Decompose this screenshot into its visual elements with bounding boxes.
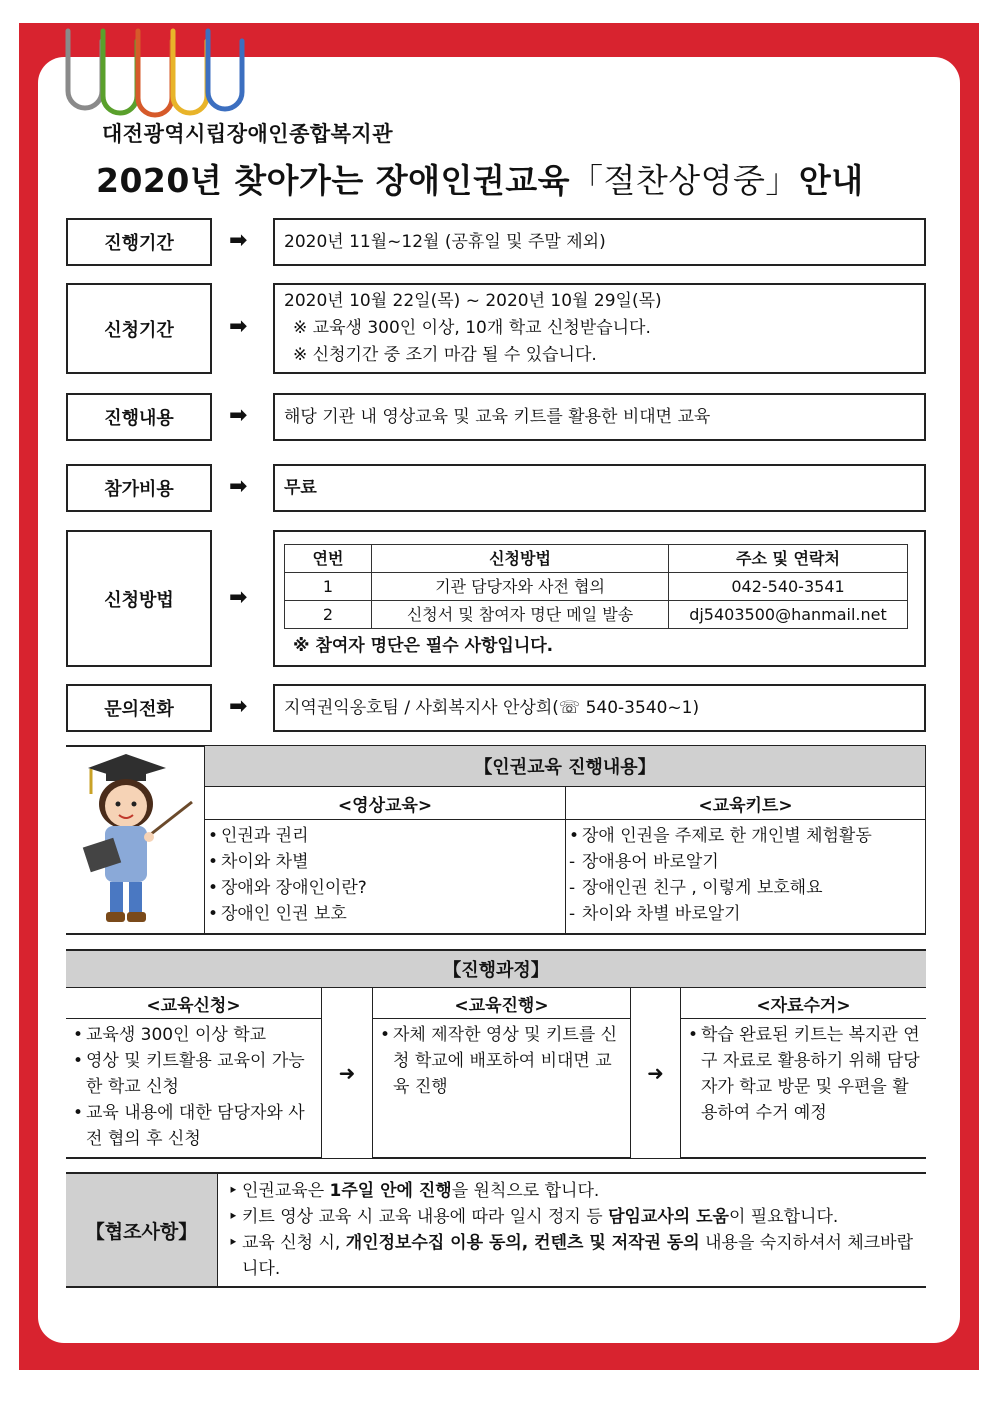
step-body bbox=[373, 1019, 631, 1159]
kit-edu-list bbox=[566, 823, 925, 927]
list-item: • 학습 완료된 키트는 복지관 연구 자료로 활용하기 위해 담당자가 학교 방문 및 우편을 활용하여 수거 예정 bbox=[685, 1022, 922, 1126]
list-item: ‣ 교육 신청 시, 개인정보수집 이용 동의, 컨텐츠 및 저작권 동의 내용을 숙지하셔서 체크바랍니다. bbox=[226, 1230, 918, 1282]
table-row bbox=[285, 601, 908, 629]
list-item: - 차이와 차별 바로알기 bbox=[566, 901, 925, 927]
table-row bbox=[285, 573, 908, 601]
list-item: • 장애와 장애인이란? bbox=[205, 875, 565, 901]
title-suffix: 안내 bbox=[798, 161, 864, 200]
list-item: • 교육 내용에 대한 담당자와 사전 협의 후 신청 bbox=[70, 1100, 317, 1152]
teacher-illustration-icon bbox=[76, 754, 198, 926]
video-edu-list bbox=[205, 823, 565, 927]
coop-body bbox=[218, 1173, 927, 1287]
list-item: - 장애인권 친구 , 이렇게 보호해요 bbox=[566, 875, 925, 901]
method-label: 신청방법 bbox=[66, 530, 212, 667]
organization-name: 대전광역시립장애인종합복지관 bbox=[102, 122, 394, 146]
arrow-icon: ➡ bbox=[229, 228, 248, 253]
table-cell: 기관 담당자와 사전 협의 bbox=[372, 573, 669, 601]
paperclips-icon bbox=[58, 26, 248, 126]
bullet-marker: ‣ bbox=[228, 1181, 239, 1201]
step-list bbox=[377, 1022, 626, 1100]
arrow-icon: ➜ bbox=[322, 988, 373, 1159]
list-item: • 장애인 인권 보호 bbox=[205, 901, 565, 927]
content-value bbox=[273, 393, 926, 441]
list-item: • 영상 및 키트활용 교육이 가능한 학교 신청 bbox=[70, 1048, 317, 1100]
fee-value bbox=[273, 464, 926, 512]
contact-text: 지역권익옹호팀 / 사회복지사 안상희(☏ 540-3540~1) bbox=[284, 697, 700, 718]
table-cell: 신청서 및 참여자 명단 메일 발송 bbox=[372, 601, 669, 629]
col-header: 신청방법 bbox=[372, 545, 669, 573]
period-value bbox=[273, 218, 926, 266]
table-cell: 2 bbox=[285, 601, 372, 629]
video-edu-title: <영상교육> bbox=[205, 787, 566, 820]
video-edu-list-cell bbox=[205, 820, 566, 934]
edu-title: 【인권교육 진행내용】 bbox=[205, 746, 926, 787]
apply-period-note-2: ※ 신청기간 중 조기 마감 될 수 있습니다. bbox=[293, 345, 597, 365]
bullet-marker: ‣ bbox=[228, 1233, 239, 1253]
arrow-icon: ➡ bbox=[229, 403, 248, 428]
arrow-icon: ➡ bbox=[229, 314, 248, 339]
apply-period-value bbox=[273, 283, 926, 374]
contact-label: 문의전화 bbox=[66, 684, 212, 732]
list-item: • 차이와 차별 bbox=[205, 849, 565, 875]
list-item: ‣ 인권교육은 1주일 안에 진행을 원칙으로 합니다. bbox=[226, 1178, 918, 1204]
arrow-icon: ➡ bbox=[229, 694, 248, 719]
step-title: <자료수거> bbox=[681, 988, 927, 1019]
coop-list bbox=[226, 1178, 918, 1282]
list-item: ‣ 키트 영상 교육 시 교육 내용에 따라 일시 정지 등 담임교사의 도움이 필요합니다. bbox=[226, 1204, 918, 1230]
coop-label: 【협조사항】 bbox=[66, 1173, 218, 1287]
apply-method-table bbox=[284, 544, 908, 629]
apply-period-note-1: ※ 교육생 300인 이상, 10개 학교 신청받습니다. bbox=[293, 318, 651, 338]
step-title: <교육신청> bbox=[66, 988, 322, 1019]
coop-table bbox=[66, 1172, 926, 1288]
method-value bbox=[273, 530, 926, 667]
kit-edu-list-cell bbox=[566, 820, 926, 934]
step-body bbox=[681, 1019, 927, 1159]
process-title: 【진행과정】 bbox=[66, 950, 926, 988]
apply-period-dates: 2020년 10월 22일(목) ~ 2020년 10월 29일(목) bbox=[284, 291, 662, 311]
arrow-icon: ➜ bbox=[631, 988, 681, 1159]
fee-text: 무료 bbox=[284, 477, 317, 498]
step-title: <교육진행> bbox=[373, 988, 631, 1019]
page-title bbox=[96, 155, 864, 202]
list-item: • 교육생 300인 이상 학교 bbox=[70, 1022, 317, 1048]
bullet-marker: ‣ bbox=[228, 1207, 239, 1227]
phone-number: 042-540-3541 bbox=[669, 573, 908, 601]
content-text: 해당 기관 내 영상교육 및 교육 키트를 활용한 비대면 교육 bbox=[284, 406, 711, 427]
process-table bbox=[66, 949, 926, 1159]
arrow-icon: ➡ bbox=[229, 585, 248, 610]
list-item: • 장애 인권을 주제로 한 개인별 체험활동 bbox=[566, 823, 925, 849]
col-header: 연번 bbox=[285, 545, 372, 573]
period-text: 2020년 11월~12월 (공휴일 및 주말 제외) bbox=[284, 231, 606, 252]
col-header: 주소 및 연락처 bbox=[669, 545, 908, 573]
fee-label: 참가비용 bbox=[66, 464, 212, 512]
table-header-row bbox=[285, 545, 908, 573]
content-label: 진행내용 bbox=[66, 393, 212, 441]
edu-content-table bbox=[204, 746, 926, 934]
list-item: • 자체 제작한 영상 및 키트를 신청 학교에 배포하여 비대면 교육 진행 bbox=[377, 1022, 626, 1100]
list-item: • 인권과 권리 bbox=[205, 823, 565, 849]
title-main: 2020년 찾아가는 장애인권교육 bbox=[96, 161, 570, 200]
list-item: - 장애용어 바로알기 bbox=[566, 849, 925, 875]
step-list bbox=[70, 1022, 317, 1152]
edu-section-rule-bottom bbox=[66, 933, 926, 935]
period-label: 진행기간 bbox=[66, 218, 212, 266]
kit-edu-title: <교육키트> bbox=[566, 787, 926, 820]
title-program: 「절찬상영중」 bbox=[569, 161, 799, 200]
step-body bbox=[66, 1019, 322, 1159]
table-cell: 1 bbox=[285, 573, 372, 601]
arrow-icon: ➡ bbox=[229, 474, 248, 499]
required-note: ※ 참여자 명단은 필수 사항입니다. bbox=[293, 636, 554, 656]
apply-period-label: 신청기간 bbox=[66, 283, 212, 374]
email-address[interactable]: dj5403500@hanmail.net bbox=[669, 601, 908, 629]
step-list bbox=[685, 1022, 922, 1126]
contact-value bbox=[273, 684, 926, 732]
